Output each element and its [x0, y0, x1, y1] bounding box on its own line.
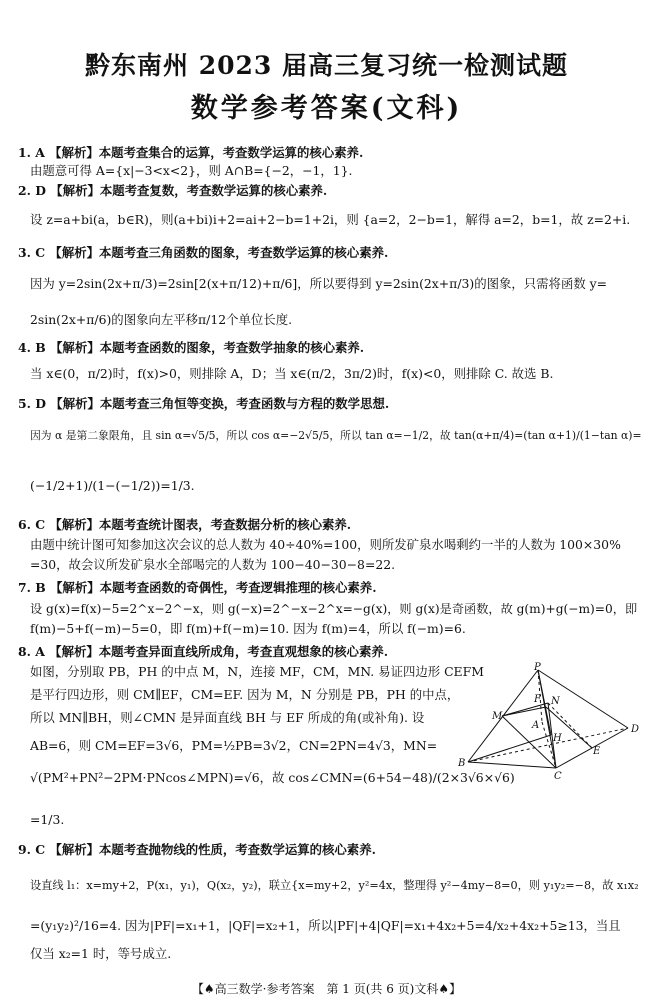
- solution-line: 设 g(x)=f(x)−5=2^x−2^−x，则 g(−x)=2^−x−2^x=−g(x)，则 g(x)是奇函数，故 g(m)+g(−m)=0，即: [30, 602, 638, 616]
- label-D: D: [631, 724, 640, 735]
- solution-line: 当 x∈(0，π/2)时，f(x)>0，则排除 A，D；当 x∈(π/2，3π/2)时，f(x)<0，则排除 C. 故选 B.: [30, 366, 554, 381]
- solution-line: (−1/2+1)/(1−(−1/2))=1/3.: [30, 478, 195, 493]
- question-heading: 3. C 【解析】本题考查三角函数的图象，考查数学运算的核心素养.: [18, 245, 389, 260]
- exam-title: 黔东南州 2023 届高三复习统一检测试题: [85, 51, 568, 80]
- label-A: A: [532, 720, 540, 731]
- edge-BC: [468, 762, 556, 768]
- label-N: N: [551, 696, 560, 707]
- answer-key-subtitle: 数学参考答案(文科): [190, 93, 463, 124]
- question-heading: 7. B 【解析】本题考查函数的奇偶性，考查逻辑推理的核心素养.: [18, 580, 377, 595]
- solution-line: =1/3.: [30, 812, 65, 827]
- solution-line: 设直线 l₁：x=my+2，P(x₁，y₁)，Q(x₂，y₂)，联立{x=my+2，y²=4x，整理得 y²−4my−8=0，则 y₁y₂=−8，故 x₁x₂: [30, 879, 639, 892]
- solution-line: AB=6，则 CM=EF=3√6，PM=½PB=3√2，CN=2PN=4√3，MN=: [30, 738, 438, 753]
- page-footer: 【♠高三数学·参考答案 第 1 页(共 6 页)文科♠】: [191, 982, 462, 996]
- solution-line: f(m)−5+f(−m)−5=0，即 f(m)+f(−m)=10. 因为 f(m)=4，所以 f(−m)=6.: [30, 621, 466, 636]
- geometry-figure: [456, 662, 646, 782]
- solution-line: 因为 y=2sin(2x+π/3)=2sin[2(x+π/12)+π/6]，所以要得到 y=2sin(2x+π/3)的图象，只需将函数 y=: [30, 276, 608, 291]
- label-B: B: [458, 758, 466, 769]
- label-M: M: [492, 711, 503, 722]
- solution-line: 仅当 x₂=1 时，等号成立.: [30, 946, 172, 961]
- label-F: F: [534, 694, 541, 705]
- label-E: E: [593, 746, 601, 757]
- solution-line: =30，故会议所发矿泉水全部喝完的人数为 100−40−30−8=22.: [30, 557, 396, 572]
- label-C: C: [554, 771, 562, 782]
- question-heading: 6. C 【解析】本题考查统计图表，考查数据分析的核心素养.: [18, 517, 352, 532]
- question-heading: 1. A 【解析】本题考查集合的运算，考查数学运算的核心素养.: [18, 145, 364, 160]
- question-heading: 8. A 【解析】本题考查异面直线所成角，考查直观想象的核心素养.: [18, 644, 389, 659]
- edge-BD-hidden: [468, 728, 628, 762]
- solution-line: 由题意可得 A={x|−3<x<2}，则 A∩B={−2，−1，1}.: [30, 163, 353, 178]
- question-heading: 2. D 【解析】本题考查复数，考查数学运算的核心素养.: [18, 183, 328, 198]
- solution-line: 由题中统计图可知参加这次会议的总人数为 40÷40%=100，则所发矿泉水喝剩约一半的人数为 100×30%: [30, 537, 621, 552]
- solution-line: 如图，分别取 PB，PH 的中点 M，N，连接 MF，CM，MN. 易证四边形 CEFM: [30, 664, 484, 679]
- question-heading: 5. D 【解析】本题考查三角恒等变换，考查函数与方程的数学思想.: [18, 396, 390, 411]
- solution-line: 设 z=a+bi(a，b∈R)，则(a+bi)i+2=ai+2−b=1+2i，则 {a=2，2−b=1，解得 a=2，b=1，故 z=2+i.: [30, 212, 631, 227]
- solution-line: 所以 MN∥BH，则∠CMN 是异面直线 BH 与 EF 所成的角(或补角). 设: [30, 710, 425, 725]
- solution-line: √(PM²+PN²−2PM·PNcos∠MPN)=√6，故 cos∠CMN=(6+54−48)/(2×3√6×√6): [30, 770, 515, 785]
- solution-line: =(y₁y₂)²/16=4. 因为|PF|=x₁+1，|QF|=x₂+1，所以|PF|+4|QF|=x₁+4x₂+5=4/x₂+4x₂+5≥13，当且: [30, 918, 621, 933]
- label-P: P: [534, 662, 541, 673]
- question-heading: 4. B 【解析】本题考查函数的图象，考查数学抽象的核心素养.: [18, 340, 365, 355]
- solution-line: 因为 α 是第二象限角，且 sin α=√5/5，所以 cos α=−2√5/5，所以 tan α=−1/2，故 tan(α+π/4)=(tan α+1)/(1−tan α)=: [30, 429, 642, 442]
- edge-BH: [468, 735, 551, 762]
- question-heading: 9. C 【解析】本题考查抛物线的性质，考查数学运算的核心素养.: [18, 842, 376, 857]
- solution-line: 2sin(2x+π/6)的图象向左平移π/12个单位长度.: [30, 312, 293, 327]
- solution-line: 是平行四边形，则 CM∥EF，CM=EF. 因为 M，N 分别是 PB，PH 的中点，: [30, 687, 460, 702]
- label-H: H: [553, 733, 562, 744]
